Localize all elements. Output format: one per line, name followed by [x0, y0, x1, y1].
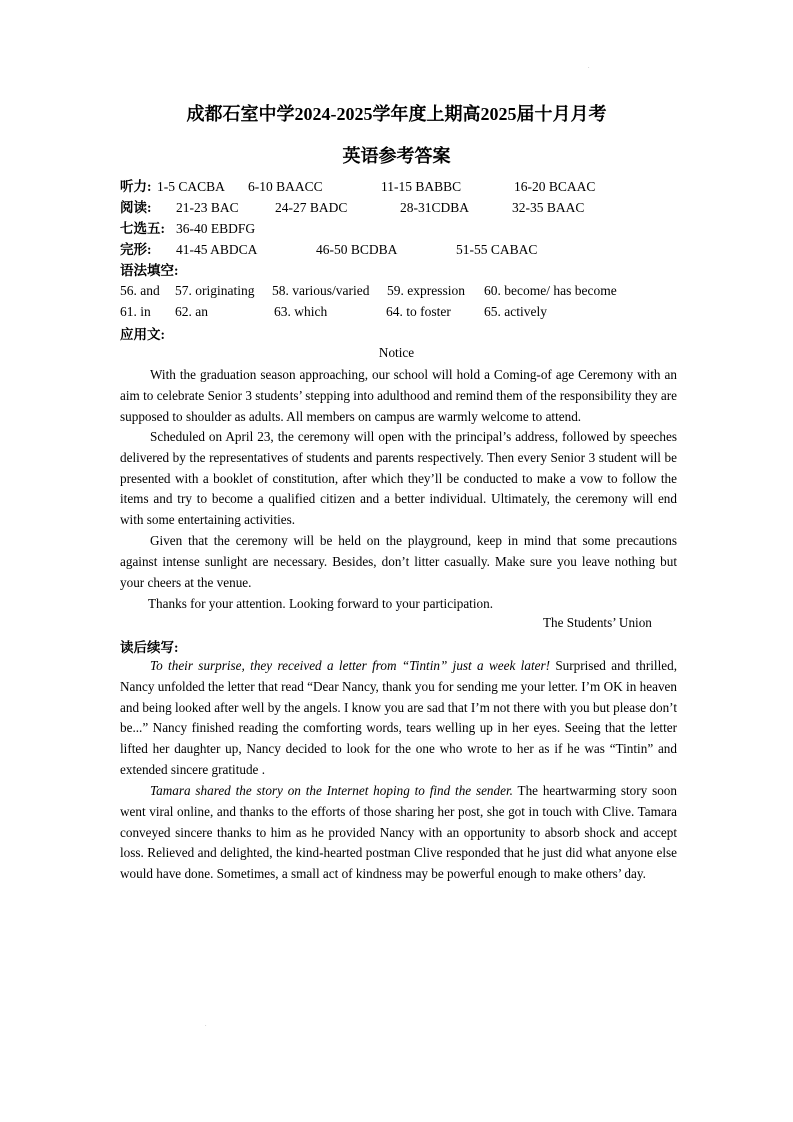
reading-label: 阅读: — [120, 200, 152, 215]
answer-group: 21-23 BAC — [176, 200, 239, 215]
page-subtitle: 英语参考答案 — [342, 146, 451, 166]
continuation-label: 读后续写: — [120, 640, 179, 655]
grammar-answer: 58. various/varied — [272, 283, 370, 298]
grammar-answer: 59. expression — [387, 283, 465, 298]
page-title: 成都石室中学2024-2025学年度上期高2025届十月月考 — [186, 104, 607, 124]
grammar-answer: 63. which — [274, 304, 328, 319]
answer-group: 28-31CDBA — [400, 200, 470, 215]
writing-label: 应用文: — [120, 327, 165, 342]
grammar-answer: 60. become/ has become — [484, 283, 617, 298]
paragraph-lead-sentence: Tamara shared the story on the Internet hoping to find the sender. — [150, 783, 513, 798]
answer-group: 41-45 ABDCA — [176, 242, 258, 257]
scan-speck: . — [588, 64, 590, 70]
answer-group: 11-15 BABBC — [381, 179, 462, 194]
paragraph-lead-sentence: To their surprise, they received a letter from “Tintin” just a week later! — [150, 658, 550, 673]
grammar-answer: 56. and — [120, 283, 160, 298]
notice-paragraph: Given that the ceremony will be held on the playground, keep in mind that some precautions against intense sunlight are necessary. Besides, don’t litter casually. Make sure you leave nothing but your cheers at the venue. — [120, 533, 677, 590]
paragraph-body: The heartwarming story soon went viral online, and thanks to the efforts of those sharing her post, she got in touch with Clive. Tamara conveyed sincere thanks to him as he provided Nancy with an opportunity to absorb shock and accept loss. Relieved and delighted, the kind-hearted postman Clive responded that he just did what anyone else would have done. Sometimes, a small act of kindness may be powerful enough to make others’ day. — [120, 783, 677, 882]
continuation-paragraph-1 — [120, 656, 677, 781]
continuation-paragraph-2 — [120, 781, 677, 885]
notice-paragraph: With the graduation season approaching, our school will hold a Coming-of age Ceremony with an aim to celebrate Senior 3 students’ stepping into adulthood and remind them of the responsibility they are supposed to shoulder as adults. All members on campus are warmly welcome to attend. — [120, 367, 677, 424]
answer-group: 16-20 BCAAC — [514, 179, 596, 194]
grammar-answer: 57. originating — [175, 283, 255, 298]
answer-group: 6-10 BAACC — [248, 179, 323, 194]
notice-signature: The Students’ Union — [543, 615, 652, 630]
grammar-answer: 61. in — [120, 304, 151, 319]
grammar-label: 语法填空: — [120, 263, 179, 278]
answer-group: 36-40 EBDFG — [176, 221, 256, 236]
grammar-answer: 65. actively — [484, 304, 547, 319]
grammar-answer: 64. to foster — [386, 304, 451, 319]
scan-speck: . — [205, 1022, 207, 1028]
notice-paragraph: Scheduled on April 23, the ceremony will open with the principal’s address, followed by speeches delivered by the representatives of students and parents respectively. Then every Senior 3 student will be presented with a booklet of constitution, after which they’ll be conducted to make a vow to follow the items and try to become a qualified citizen and a better individual. Ultimately, the ceremony will end with some entertaining activities. — [120, 429, 677, 528]
cloze-label: 完形: — [120, 242, 152, 257]
grammar-answer: 62. an — [175, 304, 208, 319]
listening-label: 听力: — [120, 179, 152, 194]
seven-label: 七选五: — [120, 221, 165, 236]
answer-group: 51-55 CABAC — [456, 242, 538, 257]
answer-group: 32-35 BAAC — [512, 200, 585, 215]
answer-group: 46-50 BCDBA — [316, 242, 398, 257]
notice-paragraph: Thanks for your attention. Looking forward to your participation. — [148, 596, 493, 611]
notice-heading: Notice — [378, 345, 415, 360]
answer-group: 24-27 BADC — [275, 200, 348, 215]
paragraph-body: Surprised and thrilled, Nancy unfolded the letter that read “Dear Nancy, thank you for sending me your letter. I’m OK in heaven and being looked after well by the angels. I know you are sad that I’m not there with you but please don’t be...” Nancy finished reading the comforting words, tears welling up in her eyes. Seeing that the letter lifted her daughter up, Nancy decided to look for the one who wrote to her as if he was “Tintin” and extended sincere gratitude . — [120, 658, 677, 777]
answer-group: 1-5 CACBA — [157, 179, 225, 194]
